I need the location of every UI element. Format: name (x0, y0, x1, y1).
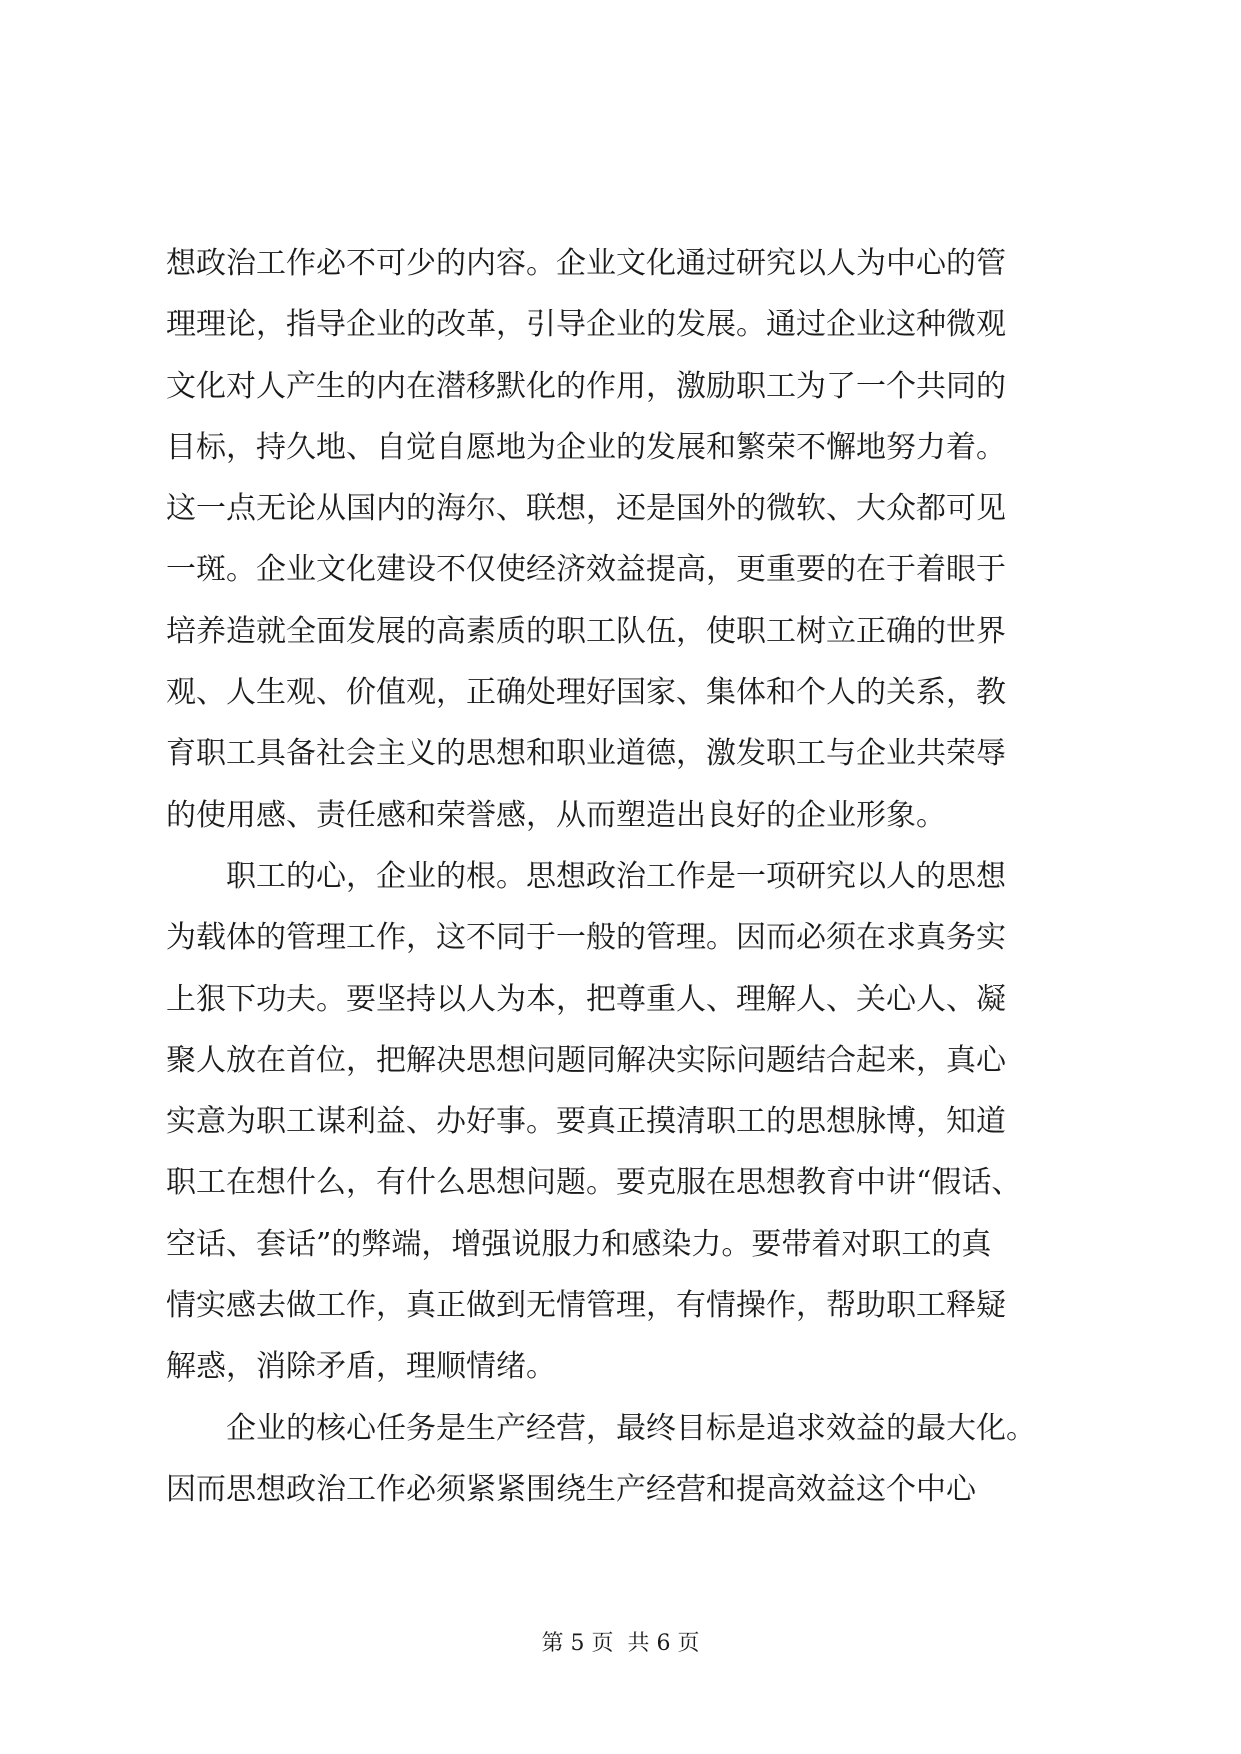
text-line: 解惑，消除矛盾，理顺情绪。 (166, 1349, 556, 1385)
page-footer (0, 1630, 1241, 1658)
text-line: 空话、套话”的弊端，增强说服力和感染力。要带着对职工的真 (166, 1226, 992, 1262)
text-line: 这一点无论从国内的海尔、联想，还是国外的微软、大众都可见 (166, 491, 1006, 527)
text-line: 上狠下功夫。要坚持以人为本，把尊重人、理解人、关心人、凝 (166, 981, 1006, 1017)
text-line: 文化对人产生的内在潜移默化的作用，激励职工为了一个共同的 (166, 368, 1006, 404)
text-line: 观、人生观、价值观，正确处理好国家、集体和个人的关系，教 (166, 675, 1006, 711)
text-line: 因而思想政治工作必须紧紧围绕生产经营和提高效益这个中心 (166, 1471, 976, 1507)
text-line: 聚人放在首位，把解决思想问题同解决实际问题结合起来，真心 (166, 1042, 1006, 1078)
text-line: 实意为职工谋利益、办好事。要真正摸清职工的思想脉博，知道 (166, 1104, 1006, 1140)
text-line: 情实感去做工作，真正做到无情管理，有情操作，帮助职工释疑 (166, 1288, 1006, 1324)
text-line: 一斑。企业文化建设不仅使经济效益提高，更重要的在于着眼于 (166, 552, 1006, 588)
body-text (166, 233, 1076, 1520)
text-line: 育职工具备社会主义的思想和职业道德，激发职工与企业共荣辱 (166, 736, 1006, 772)
page-number: 第 5 页 共 6 页 (541, 1631, 700, 1656)
paragraph-first-line: 职工的心，企业的根。思想政治工作是一项研究以人的思想 (226, 858, 1006, 894)
text-line: 为载体的管理工作，这不同于一般的管理。因而必须在求真务实 (166, 920, 1006, 956)
text-line: 目标，持久地、自觉自愿地为企业的发展和繁荣不懈地努力着。 (166, 429, 1006, 465)
text-line: 想政治工作必不可少的内容。企业文化通过研究以人为中心的管 (166, 246, 1006, 281)
text-line: 培养造就全面发展的高素质的职工队伍，使职工树立正确的世界 (166, 613, 1006, 649)
paragraph-first-line: 企业的核心任务是生产经营，最终目标是追求效益的最大化。 (226, 1410, 1036, 1446)
text-line: 理理论，指导企业的改革，引导企业的发展。通过企业这种微观 (166, 307, 1006, 343)
text-line: 职工在想什么，有什么思想问题。要克服在思想教育中讲“假话、 (166, 1165, 1022, 1201)
text-line: 的使用感、责任感和荣誉感，从而塑造出良好的企业形象。 (166, 797, 946, 833)
